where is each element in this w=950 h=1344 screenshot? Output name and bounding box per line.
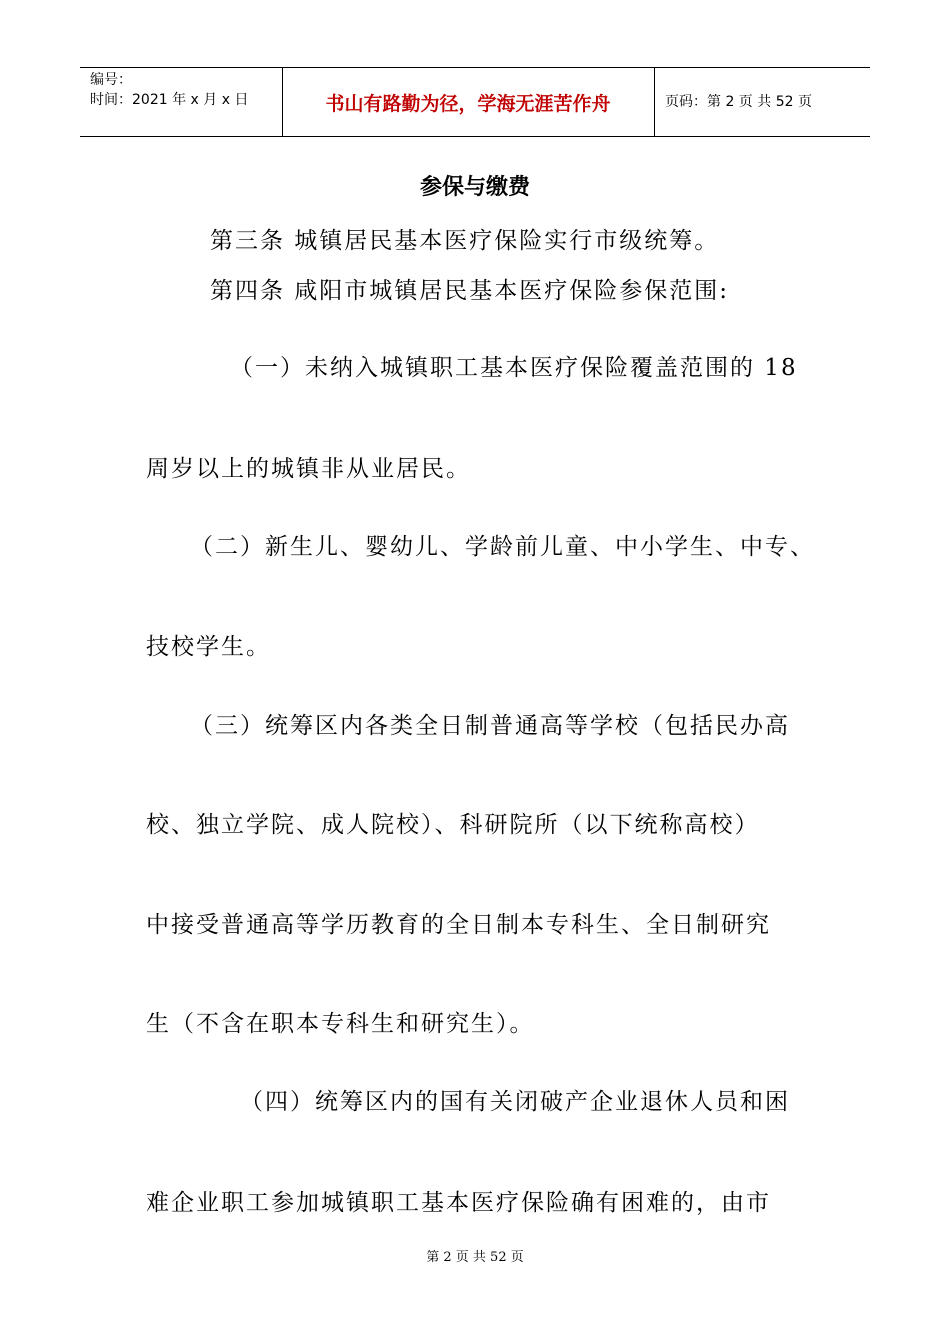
header-meta <box>80 68 283 136</box>
page-footer: 第 2 页 共 52 页 <box>426 1250 524 1265</box>
header-page-code-cell <box>655 68 870 136</box>
document-date: 时间：2021 年 x 月 x 日 <box>90 92 249 108</box>
body-line: 第四条 咸阳市城镇居民基本医疗保险参保范围: <box>210 278 730 304</box>
body-line: （三）统筹区内各类全日制普通高等学校（包括民办高 <box>190 713 790 739</box>
page-code: 页码：第 2 页 共 52 页 <box>665 94 812 110</box>
body-line: 中接受普通高等学历教育的全日制本专科生、全日制研究 <box>146 912 771 938</box>
body-line: （一）未纳入城镇职工基本医疗保险覆盖范围的 18 <box>230 355 798 381</box>
page-header <box>80 67 870 137</box>
body-line: 第三条 城镇居民基本医疗保险实行市级统筹。 <box>210 228 720 254</box>
body-line: （二）新生儿、婴幼儿、学龄前儿童、中小学生、中专、 <box>190 534 815 560</box>
document-number: 编号： <box>90 72 132 88</box>
body-line: 技校学生。 <box>146 634 271 660</box>
body-line: 校、独立学院、成人院校）、科研院所（以下统称高校） <box>146 812 760 838</box>
body-line: 生（不含在职本专科生和研究生）。 <box>146 1011 535 1037</box>
body-line: 周岁以上的城镇非从业居民。 <box>146 456 471 482</box>
header-motto-cell <box>282 68 655 136</box>
body-line: （四）统筹区内的国有关闭破产企业退休人员和困 <box>240 1089 790 1115</box>
motto-text: 书山有路勤为径，学海无涯苦作舟 <box>325 92 611 115</box>
section-title: 参保与缴费 <box>419 175 530 200</box>
body-line: 难企业职工参加城镇职工基本医疗保险确有困难的，由市 <box>146 1190 771 1216</box>
